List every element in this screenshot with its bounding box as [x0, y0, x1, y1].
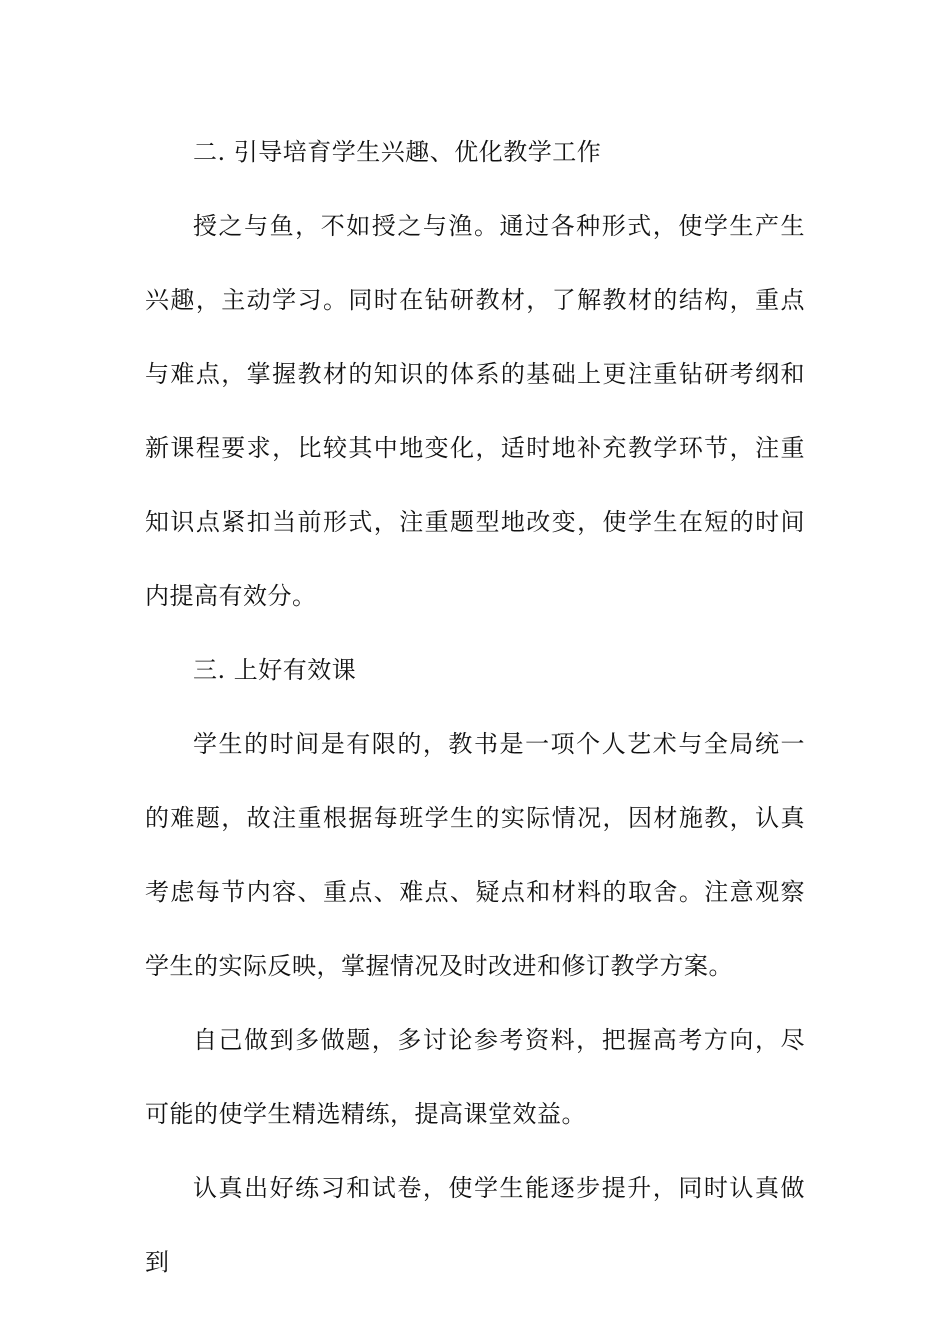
paragraph-interest: 授之与鱼，不如授之与渔。通过各种形式，使学生产生兴趣，主动学习。同时在钻研教材，了解教材的结构，重点与难点，掌握教材的知识的体系的基础上更注重钻研考纲和新课程要求，比较其中地变化，适时地补充教学环节，注重知识点紧扣当前形式，注重题型地改变，使学生在短的时间内提高有效分。	[145, 212, 805, 610]
paragraph-practice: 自己做到多做题，多讨论参考资料，把握高考方向，尽可能的使学生精选精练，提高课堂效益。	[145, 1026, 805, 1128]
section-heading-2: 二. 引导培育学生兴趣、优化教学工作	[193, 138, 602, 166]
paragraph-effective-class: 学生的时间是有限的，教书是一项个人艺术与全局统一的难题，故注重根据每班学生的实际情况，因材施教，认真考虑每节内容、重点、难点、疑点和材料的取舍。注意观察学生的实际反映，掌握情况及时改进和修订教学方案。	[145, 730, 805, 980]
paragraph-exercises: 认真出好练习和试卷，使学生能逐步提升，同时认真做到	[145, 1174, 805, 1276]
document-body	[145, 115, 805, 1299]
section-heading-3: 三. 上好有效课	[193, 656, 357, 684]
